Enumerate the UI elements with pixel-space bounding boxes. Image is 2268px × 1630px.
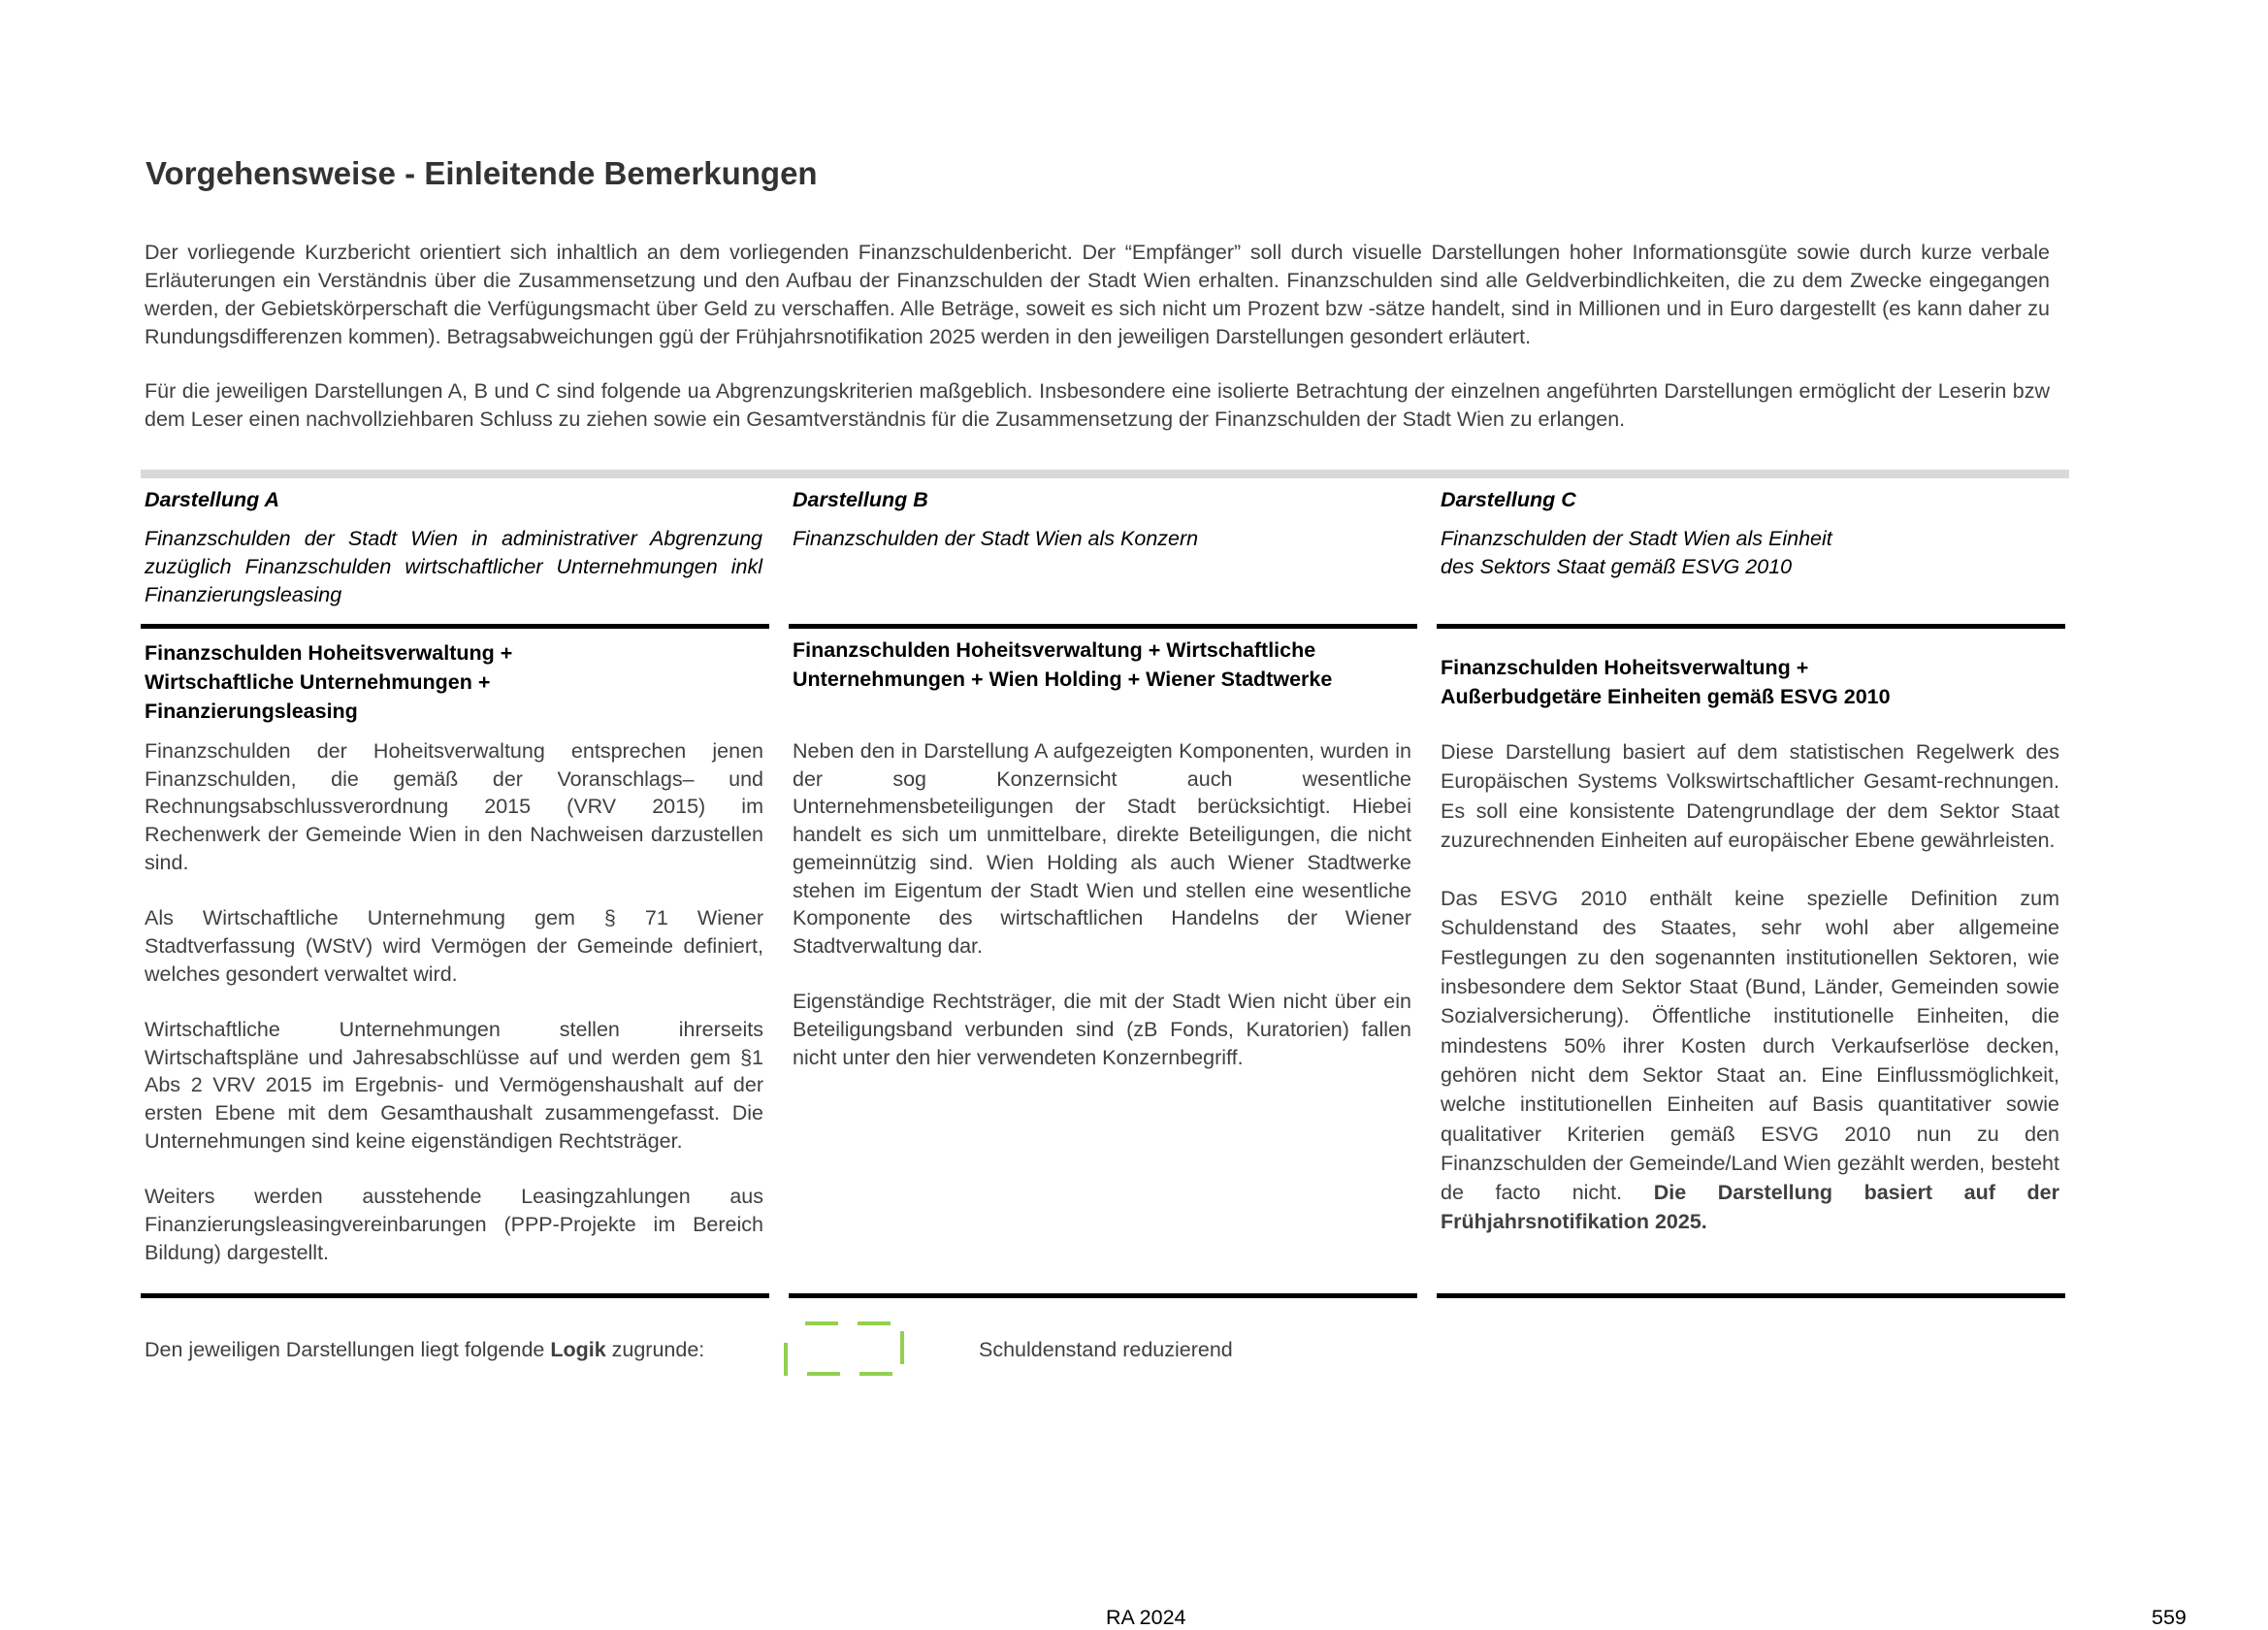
column-a-box-title [145, 638, 512, 726]
column-b-heading: Darstellung B [793, 488, 928, 511]
box-title-line: Finanzschulden Hoheitsverwaltung + [1441, 656, 1809, 679]
box-title-line: Finanzierungsleasing [145, 700, 358, 723]
column-a-subtitle: Finanzschulden der Stadt Wien in administrativer Abgrenzung zuzüglich Finanzschulden wirtschaftlicher Unternehmungen inkl Finanzierungsleasing [145, 527, 762, 606]
column-a-paragraph: Weiters werden ausstehende Leasingzahlungen aus Finanzierungsleasingvereinbarungen (PPP-Projekte im Bereich Bildung) dargestellt. [145, 1185, 763, 1264]
footer-report-name: RA 2024 [1106, 1606, 1186, 1629]
column-c-subtitle [1441, 525, 2058, 581]
box-title-line: Finanzschulden Hoheitsverwaltung + Wirtschaftliche [793, 638, 1316, 662]
logic-label [145, 1338, 704, 1362]
column-c-box-title [1441, 653, 1891, 711]
column-c-subtitle-line: Finanzschulden der Stadt Wien als Einheit [1441, 527, 1832, 550]
column-a-paragraph: Als Wirtschaftliche Unternehmung gem § 71 Wiener Stadtverfassung (WStV) wird Vermögen der Gemeinde definiert, welches gesondert verwaltet wird. [145, 906, 763, 986]
intro-paragraph-1: Der vorliegende Kurzbericht orientiert sich inhaltlich an dem vorliegenden Finanzschuldenbericht. Der “Empfänger” soll durch visuelle Darstellungen hoher Informationsgüte sowie durch kurze verbale Erläuterungen ein Verständnis über die Zusammensetzung und den Aufbau der Finanzschulden der Stadt Wien erhalten. Finanzschulden sind alle Geldverbindlichkeiten, die zu dem Zwecke eingegangen werden, der Gebietskörperschaft die Verfügungsmacht über Geld zu verschaffen. Alle Beträge, soweit es sich nicht um Prozent bzw -sätze handelt, sind in Millionen und in Euro dargestellt (es kann daher zu Rundungsdifferenzen kommen). Betragsabweichungen ggü der Frühjahrsnotifikation 2025 werden in den jeweiligen Darstellungen gesondert erläutert. [145, 241, 2050, 348]
column-b-subtitle: Finanzschulden der Stadt Wien als Konzern [793, 527, 1199, 550]
column-c-paragraph: Diese Darstellung basiert auf dem statistischen Regelwerk des Europäischen Systems Volkswirtschaftlicher Gesamt-rechnungen. Es soll eine konsistente Datengrundlage der dem Sektor Staat zuzurechnenden Einheiten auf europäischer Ebene gewährleisten. [1441, 740, 2059, 852]
column-c-paragraph-text: Das ESVG 2010 enthält keine spezielle Definition zum Schuldenstand des Staates, sehr wohl aber allgemeine Festlegungen zu den sogenannten institutionellen Sektoren, wie insbesondere dem Sektor Staat (Bund, Länder, Gemeinden sowie Sozialversicherung). Öffentliche institutionelle Einheiten, die mindestens 50% ihrer Kosten durch Verkaufserlöse decken, gehören nicht dem Sektor Staat an. Eine Einflussmöglichkeit, welche institutionellen Einheiten auf Basis quantitativer sowie qualitativer Kriterien gemäß ESVG 2010 nun zu den Finanzschulden der Gemeinde/Land Wien gezählt werden, besteht de facto nicht. [1441, 887, 2059, 1205]
column-c-heading: Darstellung C [1441, 488, 1576, 511]
column-a-heading: Darstellung A [145, 488, 279, 511]
column-b-top-rule [789, 624, 1417, 629]
logic-suffix: zugrunde: [605, 1338, 705, 1361]
box-title-line: Unternehmungen + Wien Holding + Wiener Stadtwerke [793, 668, 1333, 691]
column-a-top-rule [141, 624, 769, 629]
column-c-paragraph [1441, 884, 2059, 1237]
column-b-bottom-rule [789, 1293, 1417, 1298]
column-c-body [1441, 737, 2059, 1237]
column-b-body [793, 737, 1411, 1071]
column-a-paragraph: Finanzschulden der Hoheitsverwaltung entsprechen jenen Finanzschulden, die gemäß der Voranschlags– und Rechnungsabschlussverordnung 2015 (VRV 2015) im Rechenwerk der Gemeinde Wien in den Nachweisen darzustellen sind. [145, 739, 763, 874]
column-b-box-title [793, 636, 1332, 694]
legend-dashed-box-icon [784, 1321, 904, 1376]
box-title-line: Außerbudgetäre Einheiten gemäß ESVG 2010 [1441, 685, 1891, 708]
box-title-line: Finanzschulden Hoheitsverwaltung + [145, 641, 513, 665]
legend-label: Schuldenstand reduzierend [979, 1338, 1233, 1361]
column-c-bottom-rule [1437, 1293, 2065, 1298]
page-title: Vorgehensweise - Einleitende Bemerkungen [146, 155, 818, 191]
intro-paragraph-2: Für die jeweiligen Darstellungen A, B und C sind folgende ua Abgrenzungskriterien maßgeblich. Insbesondere eine isolierte Betrachtung der einzelnen angeführten Darstellungen ermöglicht der Leserin bzw dem Leser einen nachvollziehbaren Schluss zu ziehen sowie ein Gesamtverständnis für die Zusammensetzung der Finanzschulden der Stadt Wien zu erlangen. [145, 379, 2050, 431]
column-b-paragraph: Neben den in Darstellung A aufgezeigten Komponenten, wurden in der sog Konzernsicht auch wesentliche Unternehmensbeteiligungen der Stadt berücksichtigt. Hiebei handelt es sich um unmittelbare, direkte Beteiligungen, die nicht gemeinnützig sind. Wien Holding als auch Wiener Stadtwerke stehen im Eigentum der Stadt Wien und stellen eine wesentliche Komponente des wirtschaftlichen Handelns der Wiener Stadtverwaltung dar. [793, 739, 1411, 958]
column-c-bold-note: Die Darstellung basiert auf der Frühjahrsnotifikation 2025. [1441, 1181, 2059, 1234]
column-a-paragraph: Wirtschaftliche Unternehmungen stellen ihrerseits Wirtschaftspläne und Jahresabschlüsse auf und werden gem §1 Abs 2 VRV 2015 im Ergebnis- und Vermögenshaushalt auf der ersten Ebene mit dem Gesamthaushalt zusammengefasst. Die Unternehmungen sind keine eigenständigen Rechtsträger. [145, 1018, 763, 1153]
column-a-bottom-rule [141, 1293, 769, 1298]
logic-prefix: Den jeweiligen Darstellungen liegt folgende [145, 1338, 551, 1361]
box-title-line: Wirtschaftliche Unternehmungen + [145, 670, 491, 694]
column-b-paragraph: Eigenständige Rechtsträger, die mit der Stadt Wien nicht über ein Beteiligungsband verbunden sind (zB Fonds, Kuratorien) fallen nicht unter den hier verwendeten Konzernbegriff. [793, 990, 1411, 1069]
column-c-subtitle-line: des Sektors Staat gemäß ESVG 2010 [1441, 555, 1793, 578]
logic-bold: Logik [550, 1338, 606, 1361]
grey-divider-bar [141, 470, 2069, 478]
page-number: 559 [2152, 1606, 2187, 1629]
column-a-body [145, 737, 763, 1266]
legend-dashed-rect [786, 1323, 902, 1374]
column-c-top-rule [1437, 624, 2065, 629]
